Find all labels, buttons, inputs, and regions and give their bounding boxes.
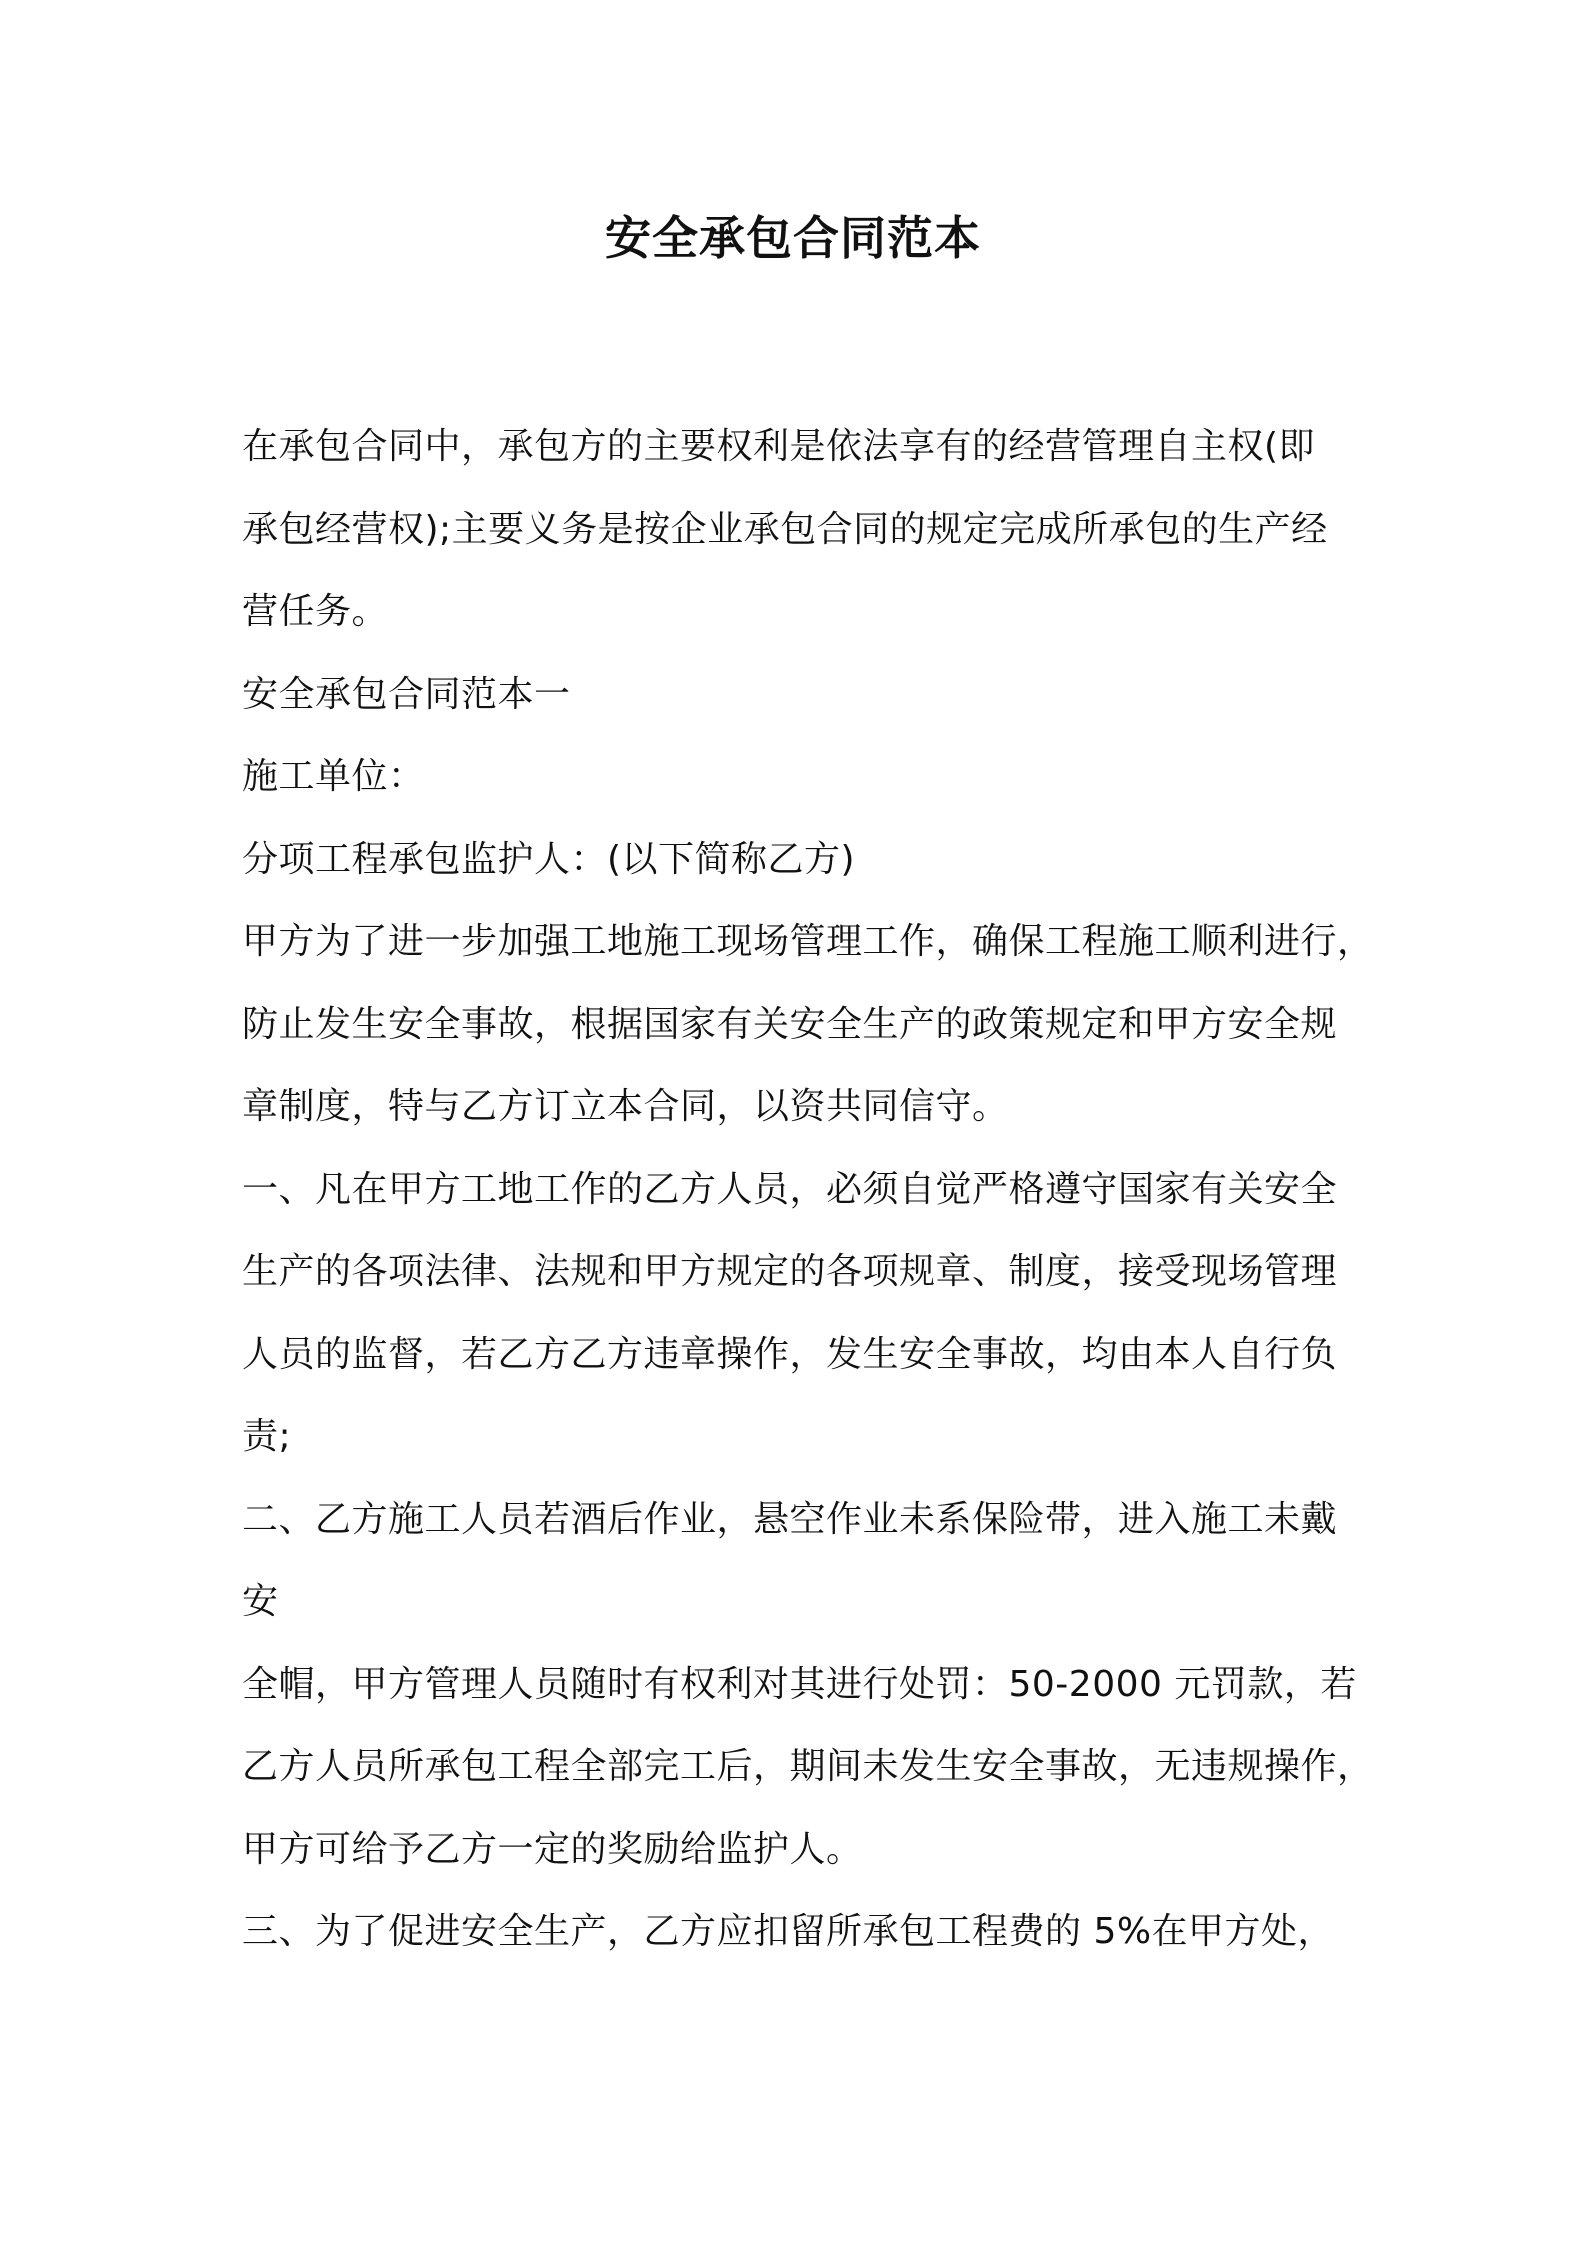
body-line: 责; <box>242 1416 292 1457</box>
body-line: 承包经营权);主要义务是按企业承包合同的规定完成所承包的生产经 <box>242 508 1328 550</box>
field-contractor-supervisor: 分项工程承包监护人：(以下简称乙方) <box>242 838 856 880</box>
body-line: 在承包合同中，承包方的主要权利是依法享有的经营管理自主权(即 <box>242 426 1316 467</box>
body-line: 防止发生安全事故，根据国家有关安全生产的政策规定和甲方安全规 <box>242 1003 1338 1045</box>
body-line: 人员的监督，若乙方乙方违章操作，发生安全事故，均由本人自行负 <box>242 1333 1338 1375</box>
clause-two: 二、乙方施工人员若酒后作业，悬空作业未系保险带，进入施工未戴 <box>242 1498 1338 1540</box>
clause-three: 三、为了促进安全生产，乙方应扣留所承包工程费的 5%在甲方处， <box>242 1911 1335 1952</box>
document-title: 安全承包合同范本 <box>605 211 981 265</box>
document-body <box>242 406 1374 1974</box>
body-line: 章制度，特与乙方订立本合同，以资共同信守。 <box>242 1086 1009 1127</box>
body-line: 生产的各项法律、法规和甲方规定的各项规章、制度，接受现场管理 <box>242 1251 1338 1292</box>
clause-one: 一、凡在甲方工地工作的乙方人员，必须自觉严格遵守国家有关安全 <box>242 1168 1338 1210</box>
body-line: 营任务。 <box>242 591 389 632</box>
body-line: 安 <box>242 1581 279 1622</box>
body-line: 乙方人员所承包工程全部完工后，期间未发生安全事故，无违规操作， <box>242 1746 1374 1787</box>
section-heading: 安全承包合同范本一 <box>242 673 571 715</box>
field-construction-unit: 施工单位： <box>242 756 425 797</box>
body-line: 甲方为了进一步加强工地施工现场管理工作，确保工程施工顺利进行， <box>242 921 1374 962</box>
body-line: 全帽，甲方管理人员随时有权利对其进行处罚：50-2000 元罚款，若 <box>242 1663 1357 1705</box>
body-line: 甲方可给予乙方一定的奖励给监护人。 <box>242 1828 863 1870</box>
